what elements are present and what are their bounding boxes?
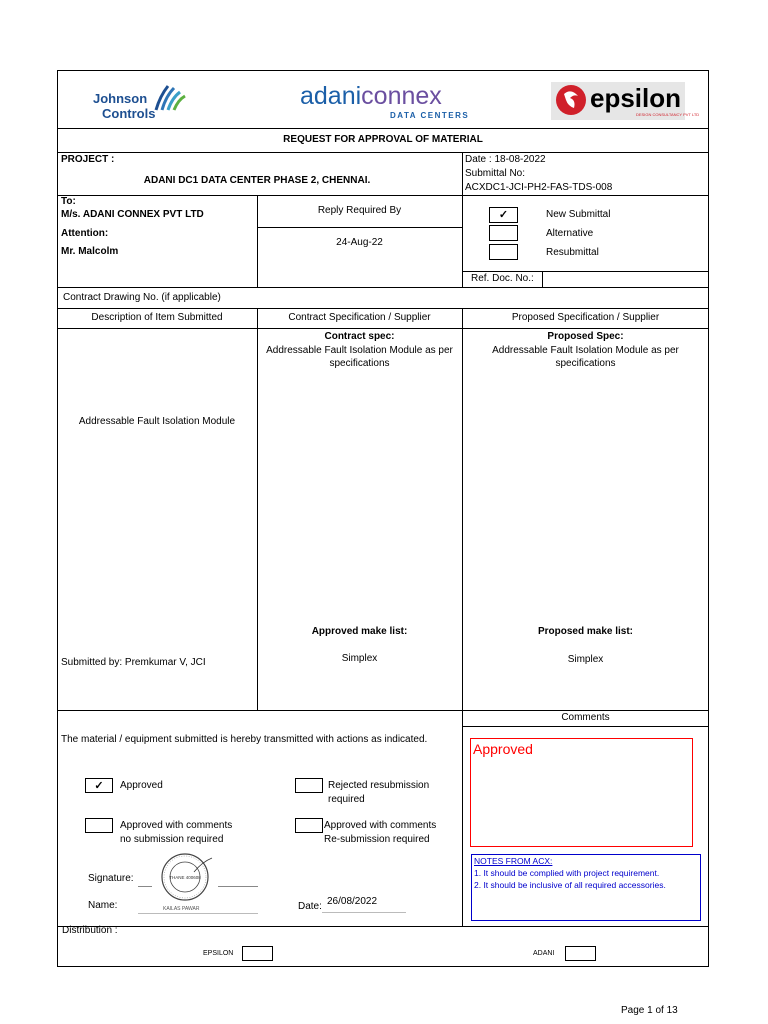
awc-label-line1: Approved with comments: [120, 820, 233, 831]
to-label: To:: [61, 196, 76, 207]
name-underline: [138, 913, 258, 914]
signature-underline-right: [218, 886, 258, 887]
rule-under-drawing: [57, 308, 709, 309]
alternative-label: Alternative: [546, 228, 594, 239]
rule-under-to: [57, 287, 709, 288]
distribution-epsilon-label: EPSILON: [203, 950, 234, 957]
rule-under-logos: [57, 128, 709, 129]
rule-reply-split: [257, 227, 462, 228]
comments-header: Comments: [561, 712, 610, 723]
rule-ref-doc-split: [542, 271, 543, 287]
contract-spec-line1: Addressable Fault Isolation Module as per: [266, 345, 453, 356]
resubmittal-checkbox[interactable]: [489, 244, 518, 260]
proposed-spec-line2: specifications: [555, 358, 616, 369]
attention-label: Attention:: [61, 228, 109, 239]
reply-required-date: 24-Aug-22: [336, 237, 383, 248]
approved-make-label: Approved make list:: [311, 626, 408, 637]
epsilon-logo-word: epsilon: [590, 83, 682, 113]
rule-under-items: [57, 710, 709, 711]
jci-logo-line2: Controls: [102, 106, 156, 121]
approval-status: Approved: [473, 741, 533, 757]
rule-project-split: [462, 152, 463, 195]
submittal-no-label: Submittal No:: [465, 168, 526, 179]
proposed-make-label: Proposed make list:: [537, 626, 634, 637]
contract-spec-line2: specifications: [329, 358, 390, 369]
awc-resub-label-line1: Approved with comments: [324, 820, 437, 831]
submittal-date: Date : 18-08-2022: [465, 154, 546, 165]
rejected-checkbox[interactable]: [295, 778, 323, 793]
distribution-label: Distribution :: [62, 925, 118, 936]
rule-under-project: [57, 195, 709, 196]
approved-action-label: Approved: [120, 780, 163, 791]
note-2: 2. It should be inclusive of all required accessories.: [474, 880, 666, 890]
rule-to-split-2: [462, 195, 463, 287]
item-description: Addressable Fault Isolation Module: [78, 416, 236, 427]
name-label: Name:: [88, 900, 118, 911]
contract-spec-title: Contract spec:: [324, 331, 395, 342]
rule-above-distribution: [57, 926, 709, 927]
approval-comment-box: [470, 738, 693, 847]
signature-label: Signature:: [88, 873, 134, 884]
distribution-adani-checkbox[interactable]: [565, 946, 596, 961]
proposed-make-value: Simplex: [567, 654, 604, 665]
distribution-epsilon-checkbox[interactable]: [242, 946, 273, 961]
new-submittal-label: New Submittal: [546, 209, 611, 220]
col-header-proposed-spec: Proposed Specification / Supplier: [511, 312, 660, 323]
distribution-adani-label: ADANI: [533, 950, 555, 957]
ref-doc-label: Ref. Doc. No.:: [471, 273, 534, 284]
proposed-spec-line1: Addressable Fault Isolation Module as per: [492, 345, 679, 356]
project-label: PROJECT :: [61, 154, 115, 165]
rule-under-title: [57, 152, 709, 153]
epsilon-logo-subtitle: DESIGN CONSULTANCY PVT LTD: [636, 112, 700, 117]
resubmittal-label: Resubmittal: [546, 247, 599, 258]
attention-name: Mr. Malcolm: [61, 246, 119, 257]
rule-ref-doc: [462, 271, 709, 272]
actions-intro: The material / equipment submitted is hereby transmitted with actions as indicated.: [61, 734, 428, 745]
alternative-checkbox[interactable]: [489, 225, 518, 241]
col-header-description: Description of Item Submitted: [91, 312, 223, 323]
submitted-by: Submitted by: Premkumar V, JCI: [61, 657, 206, 668]
col-header-contract-spec: Contract Specification / Supplier: [288, 312, 431, 323]
adani-logo-word: adaniconnex: [300, 82, 442, 110]
form-title: REQUEST FOR APPROVAL OF MATERIAL: [283, 134, 483, 145]
date-label: Date:: [298, 901, 322, 912]
rejected-label-line1: Rejected resubmission: [328, 780, 430, 791]
date-underline: [322, 912, 406, 913]
approved-make-value: Simplex: [341, 653, 378, 664]
notes-title: NOTES FROM ACX:: [474, 856, 553, 866]
rejected-label-line2: required: [328, 794, 365, 805]
date-value: 26/08/2022: [327, 896, 378, 907]
name-value: KAILAS PAWAR: [163, 906, 200, 912]
rule-under-comments-header: [462, 726, 709, 727]
notes-box: [471, 854, 701, 921]
awc-resub-label-line2: Re-submission required: [324, 834, 430, 845]
to-company: M/s. ADANI CONNEX PVT LTD: [61, 209, 204, 220]
submittal-no: ACXDC1-JCI-PH2-FAS-TDS-008: [465, 182, 613, 193]
approved-with-comments-checkbox[interactable]: [85, 818, 113, 833]
reply-required-label: Reply Required By: [317, 205, 402, 216]
rule-under-col-headers: [57, 328, 709, 329]
new-submittal-checkbox[interactable]: ✓: [489, 207, 518, 223]
page-number: Page 1 of 13: [621, 1005, 678, 1016]
company-stamp-icon: [160, 852, 214, 902]
rule-col-2: [462, 308, 463, 926]
awc-resubmission-checkbox[interactable]: [295, 818, 323, 833]
contract-drawing-label: Contract Drawing No. (if applicable): [63, 292, 221, 303]
signature-underline-left: [138, 886, 152, 887]
jci-logo-line1: Johnson: [93, 91, 148, 106]
stamp-text: THANE 400608: [169, 875, 201, 880]
note-1: 1. It should be complied with project requirement.: [474, 868, 660, 878]
adani-logo-subtitle: DATA CENTERS: [390, 111, 470, 120]
approved-checkbox[interactable]: ✓: [85, 778, 113, 793]
awc-label-line2: no submission required: [120, 834, 224, 845]
proposed-spec-title: Proposed Spec:: [547, 331, 624, 342]
project-name: ADANI DC1 DATA CENTER PHASE 2, CHENNAI.: [143, 175, 371, 186]
